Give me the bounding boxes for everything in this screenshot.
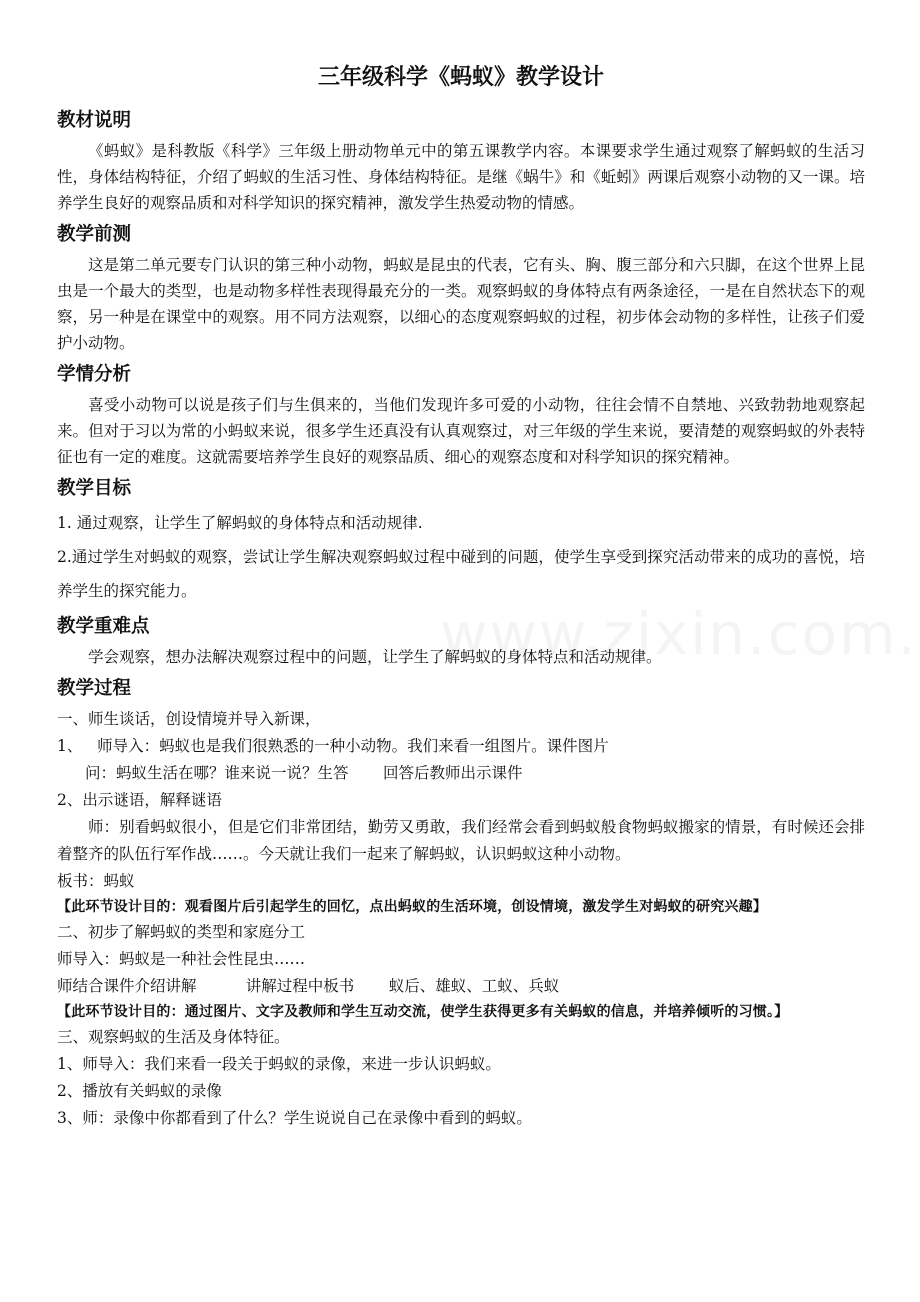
paragraph-pretest: 这是第二单元要专门认识的第三种小动物，蚂蚁是昆虫的代表，它有头、胸、腹三部分和六只脚，在这个世界上昆虫是一个最大的类型，也是动物多样性表现得最充分的一类。观察蚂蚁的身体特点有两条途径，一是在自然状态下的观察，另一种是在课堂中的观察。用不同方法观察，以细心的态度观察蚂蚁的过程，初步体会动物的多样性，让孩子们爱护小动物。 <box>57 256 865 352</box>
process-step-1: 一、师生谈话，创设情境并导入新课， <box>57 710 321 728</box>
process-line-12: 2、播放有关蚂蚁的录像 <box>57 1082 222 1100</box>
process-line-6: 板书：蚂蚁 <box>57 872 135 890</box>
objective-2: 2.通过学生对蚂蚁的观察，尝试让学生解决观察蚂蚁过程中碰到的问题，使学生享受到探究活动带来的成功的喜悦，培养学生的探究能力。 <box>57 548 865 600</box>
document-page <box>57 62 865 1132</box>
heading-learner-analysis: 学情分析 <box>57 364 132 385</box>
process-line-3: 问：蚂蚁生活在哪？谁来说一说？生答 回答后教师出示课件 <box>85 764 523 782</box>
process-line-11: 1、师导入：我们来看一段关于蚂蚁的录像，来进一步认识蚂蚁。 <box>57 1055 501 1073</box>
process-line-4: 2、出示谜语，解释谜语 <box>57 791 222 809</box>
process-line-2: 1、 师导入：蚂蚁也是我们很熟悉的一种小动物。我们来看一组图片。课件图片 <box>57 737 609 755</box>
heading-key-points: 教学重难点 <box>57 616 150 637</box>
design-note-2: 【此环节设计目的：通过图片、文字及教师和学生互动交流，使学生获得更多有关蚂蚁的信息，并培养倾听的习惯。】 <box>57 1004 789 1020</box>
document-title: 三年级科学《蚂蚁》教学设计 <box>317 65 604 90</box>
process-step-2: 二、初步了解蚂蚁的类型和家庭分工 <box>57 923 306 941</box>
paragraph-materials: 《蚂蚁》是科教版《科学》三年级上册动物单元中的第五课教学内容。本课要求学生通过观察了解蚂蚁的生活习性，身体结构特征，介绍了蚂蚁的生活习性、身体结构特征。是继《蜗牛》和《蚯蚓》两课后观察小动物的又一课。培养学生良好的观察品质和对科学知识的探究精神，激发学生热爱动物的情感。 <box>57 142 865 212</box>
design-note-1: 【此环节设计目的：观看图片后引起学生的回忆，点出蚂蚁的生活环境，创设情境，激发学生对蚂蚁的研究兴趣】 <box>57 899 767 915</box>
paragraph-learner-analysis: 喜受小动物可以说是孩子们与生俱来的，当他们发现许多可爱的小动物，往往会情不自禁地、兴致勃勃地观察起来。但对于习以为常的小蚂蚁来说，很多学生还真没有认真观察过，对三年级的学生来说，要清楚的观察蚂蚁的外表特征也有一定的难度。这就需要培养学生良好的观察品质、细心的观察态度和对科学知识的探究精神。 <box>57 396 865 466</box>
heading-objectives: 教学目标 <box>57 478 132 499</box>
process-line-8: 师导入：蚂蚁是一种社会性昆虫…… <box>57 950 306 968</box>
objective-1: 1. 通过观察，让学生了解蚂蚁的身体特点和活动规律. <box>57 514 423 532</box>
paragraph-key-points: 学会观察，想办法解决观察过程中的问题，让学生了解蚂蚁的身体特点和活动规律。 <box>88 648 662 666</box>
process-step-3: 三、观察蚂蚁的生活及身体特征。 <box>57 1028 290 1046</box>
heading-materials: 教材说明 <box>57 110 132 131</box>
process-line-13: 3、师：录像中你都看到了什么？学生说说自己在录像中看到的蚂蚁。 <box>57 1109 532 1127</box>
heading-process: 教学过程 <box>57 678 132 699</box>
process-line-5: 师：别看蚂蚁很小，但是它们非常团结，勤劳又勇敢，我们经常会看到蚂蚁般食物蚂蚁搬家的情景，有时候还会排着整齐的队伍行军作战……。今天就让我们一起来了解蚂蚁，认识蚂蚁这种小动物。 <box>57 818 865 863</box>
heading-pretest: 教学前测 <box>57 224 132 245</box>
process-line-9: 师结合课件介绍讲解 讲解过程中板书 蚁后、雄蚁、工蚁、兵蚁 <box>57 977 560 995</box>
